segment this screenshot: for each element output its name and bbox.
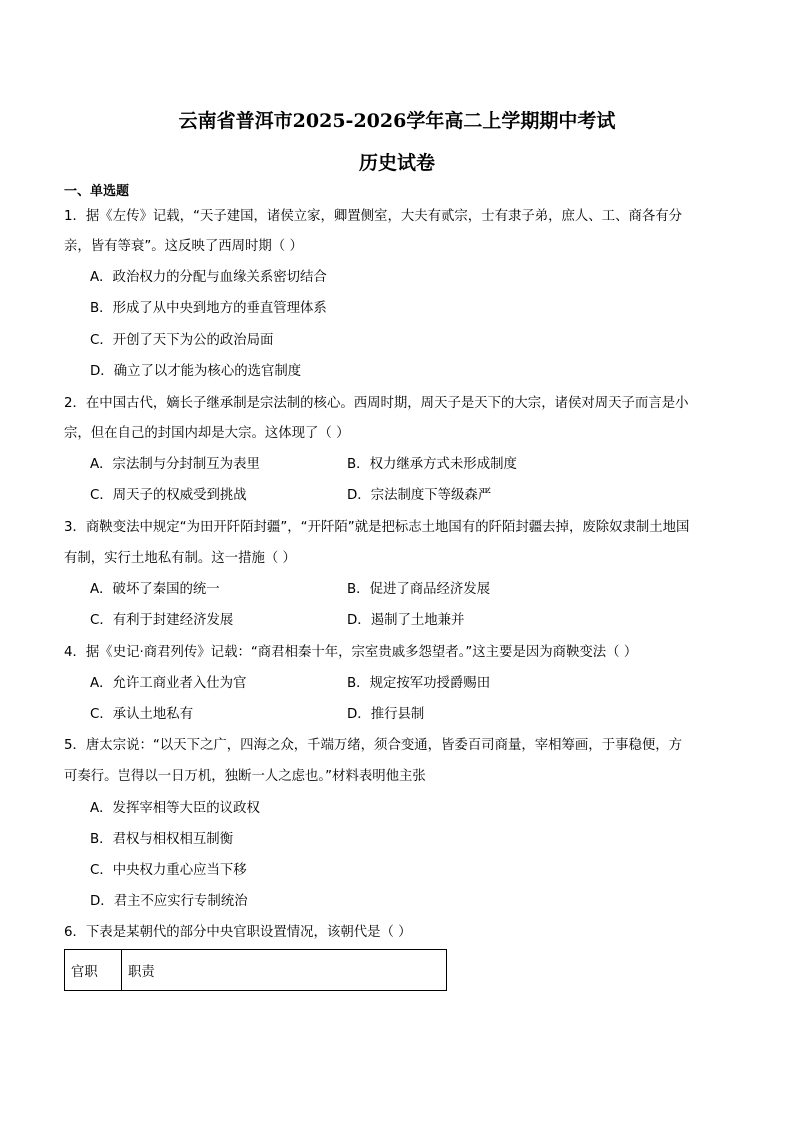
option-d: D．宗法制度下等级森严 xyxy=(347,488,492,503)
option-c: C．承认土地私有 xyxy=(90,707,194,722)
option-c: C．有利于封建经济发展 xyxy=(90,613,234,628)
exam-title: 云南省普洱市2025-2026学年高二上学期期中考试 xyxy=(178,110,616,132)
section-heading: 一、单选题 xyxy=(64,184,130,199)
option-d: D．推行县制 xyxy=(347,707,425,722)
option-b: B．促进了商品经济发展 xyxy=(347,582,491,597)
option-b: B．权力继承方式未形成制度 xyxy=(347,457,517,472)
exam-subtitle: 历史试卷 xyxy=(358,152,435,174)
question-stem: 1．据《左传》记载，“天子建国，诸侯立家，卿置侧室，大夫有贰宗，士有隶子弟，庶人、工、商各有分 xyxy=(64,209,683,224)
question-stem: 亲，皆有等衰”。这反映了西周时期（ ） xyxy=(64,239,303,254)
question-stem: 2．在中国古代，嫡长子继承制是宗法制的核心。西周时期，周天子是天下的大宗，诸侯对周天子而言是小 xyxy=(64,396,689,411)
option-b: B．君权与相权相互制衡 xyxy=(90,832,234,847)
question-stem: 有制，实行土地私有制。这一措施（ ） xyxy=(64,551,296,566)
option-c: C．周天子的权威受到挑战 xyxy=(90,488,247,503)
option-d: D．确立了以才能为核心的选官制度 xyxy=(90,364,302,379)
option-a: A．允许工商业者入仕为官 xyxy=(90,676,247,691)
option-a: A．发挥宰相等大臣的议政权 xyxy=(90,801,260,816)
question-stem: 3．商鞅变法中规定“为田开阡陌封疆”，“开阡陌”就是把标志土地国有的阡陌封疆去掉，废除奴隶制土地国 xyxy=(64,520,690,535)
table-row xyxy=(65,950,447,991)
option-b: B．形成了从中央到地方的垂直管理体系 xyxy=(90,301,327,316)
option-d: D．遏制了土地兼并 xyxy=(347,613,465,628)
option-d: D．君主不应实行专制统治 xyxy=(90,894,248,909)
question-stem: 可奏行。岂得以一日万机，独断一人之虑也。”材料表明他主张 xyxy=(64,769,426,784)
option-a: A．政治权力的分配与血缘关系密切结合 xyxy=(90,270,327,285)
option-b: B．规定按军功授爵赐田 xyxy=(347,676,491,691)
question-stem: 5．唐太宗说：“以天下之广，四海之众，千端万绪，须合变通，皆委百司商量，宰相筹画，于事稳便，方 xyxy=(64,738,683,753)
option-c: C．开创了天下为公的政治局面 xyxy=(90,333,274,348)
question-stem: 宗，但在自己的封国内却是大宗。这体现了（ ） xyxy=(64,426,350,441)
office-table xyxy=(64,949,447,991)
table-header-duty: 职责 xyxy=(122,950,447,991)
option-a: A．破坏了秦国的统一 xyxy=(90,582,220,597)
option-a: A．宗法制与分封制互为表里 xyxy=(90,457,260,472)
option-c: C．中央权力重心应当下移 xyxy=(90,863,247,878)
question-stem: 4．据《史记·商君列传》记载：“商君相秦十年，宗室贵戚多怨望者。”这主要是因为商鞅变法（ ） xyxy=(64,645,638,660)
question-stem: 6．下表是某朝代的部分中央官职设置情况，该朝代是（ ） xyxy=(64,925,412,940)
table-header-office: 官职 xyxy=(65,950,122,991)
